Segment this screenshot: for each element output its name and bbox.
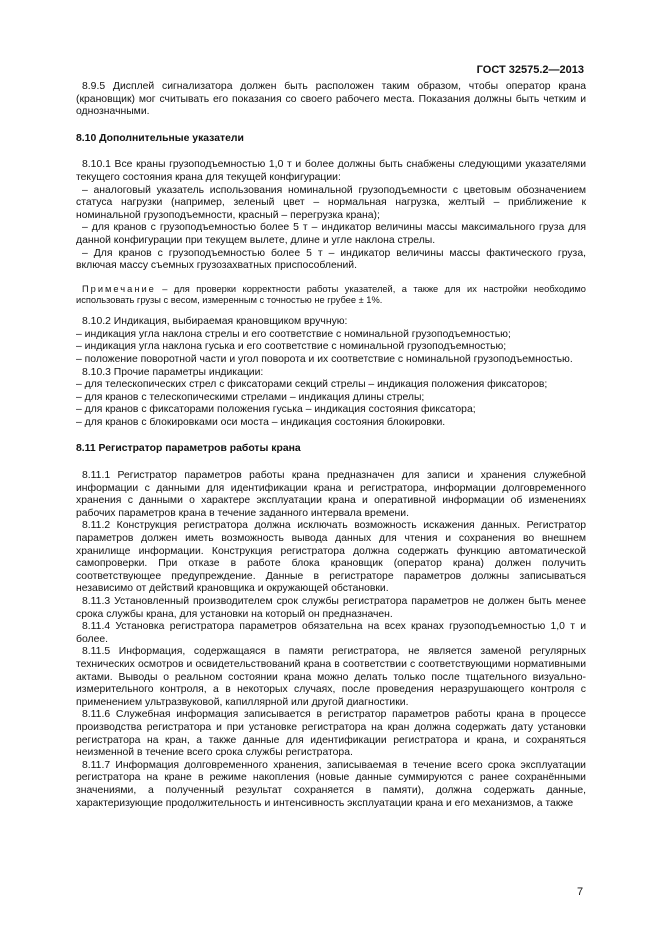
paragraph-8-10-2: 8.10.2 Индикация, выбираемая крановщиком вручную: [82, 316, 348, 328]
list-item: – для телескопических стрел с фиксаторами секций стрелы – индикация положения фиксаторов; [76, 379, 548, 391]
section-heading-8-10: 8.10 Дополнительные указатели [76, 132, 244, 144]
list-item: – положение поворотной части и угол поворота и их соответствие с номинальной грузоподъемностью. [76, 353, 573, 365]
list-item: – индикация угла наклона стрелы и его соответствие с номинальной грузоподъемностью; [76, 328, 511, 340]
paragraph-8-11-3: 8.11.3 Установленный производителем срок службы регистратора параметров не должен быть менее срока службы крана, для установки на который он предназначен. [76, 596, 586, 620]
note-label: Примечание [82, 283, 156, 294]
document-body [76, 81, 586, 810]
paragraph-8-11-1: 8.11.1 Регистратор параметров работы крана предназначен для записи и хранения служебной информации с данными для идентификации крана и регистратора, информации долговременного хранения с данными о характере эксплуатации крана и оперативной информации об изменениях рабочих параметров крана в течение заданного интервала времени. [76, 470, 586, 519]
paragraph-8-10-3: 8.10.3 Прочие параметры индикации: [82, 366, 264, 378]
list-item: – для кранов с фиксаторами положения гуська – индикация состояния фиксатора; [76, 404, 476, 416]
list-item: – Для кранов с грузоподъемностью более 5 т – индикатор величины массы фактического груза, включая массу съемных грузозахватных приспособлений. [76, 247, 586, 272]
list-item: – для кранов с телескопическими стрелами – индикация длины стрелы; [76, 391, 425, 403]
section-heading-8-11: 8.11 Регистратор параметров работы крана [76, 443, 301, 455]
document-header: ГОСТ 32575.2—2013 [476, 64, 584, 76]
paragraph-8-9-5: 8.9.5 Дисплей сигнализатора должен быть расположен таким образом, чтобы оператор крана (крановщик) мог считывать его показания со своего рабочего места. Показания должны быть четким и однозначными. [76, 81, 586, 118]
paragraph-8-11-4: 8.11.4 Установка регистратора параметров обязательна на всех кранах грузоподъемностью 1,0 т и более. [76, 621, 586, 645]
note [76, 284, 586, 306]
list-item: – аналоговый указатель использования номинальной грузоподъемности с цветовым обозначением статуса нагрузки (например, зеленый цвет – нормальная нагрузка, желтый – приближение к номинальной грузоподъемности, красный – перегрузка крана); [76, 184, 586, 221]
paragraph-8-11-2: 8.11.2 Конструкция регистратора должна исключать возможность искажения данных. Регистратор параметров должен иметь возможность вывода данных для чтения и сохранения во внешнем хранилище информации. Конструкция регистратора должна содержать функцию автоматической самопроверки. При отказе в работе блока крановщик (оператор крана) должен получить соответствующее предупреждение. Данные в регистраторе параметров должны записываться независимо от действий крановщика и окружающей обстановки. [76, 520, 586, 595]
page-number: 7 [577, 886, 584, 898]
list-item: – для кранов с грузоподъемностью более 5 т – индикатор величины массы максимального груза для данной конфигурации при текущем вылете, длине и угле наклона стрелы. [76, 222, 586, 246]
paragraph-8-10-1: 8.10.1 Все краны грузоподъемностью 1,0 т и более должны быть снабжены следующими указателями текущего состояния крана для текущей конфигурации: [76, 159, 586, 183]
paragraph-8-11-5: 8.11.5 Информация, содержащаяся в памяти регистратора, не является заменой регулярных технических осмотров и освидетельствований крана в соответствии с соответствующими нормативными актами. Выводы о реальном состоянии крана можно делать только после тщательного визуально-измерительного контроля, а в некоторых случаях, после проведения неразрушающего контроля с применением ультразвуковой, капиллярной или другой диагностики. [76, 646, 586, 708]
list-item: – для кранов с блокировками оси моста – индикация состояния блокировки. [76, 416, 446, 428]
list-item: – индикация угла наклона гуська и его соответствие с номинальной грузоподъемностью; [76, 341, 507, 353]
paragraph-8-11-6: 8.11.6 Служебная информация записывается в регистратор параметров работы крана в процессе производства регистратора и при установке регистратора на кран должна содержать дату установки регистратора на кран, а также данные для идентификации регистратора и крана, и сохраняться неизменной в течение всего срока службы регистратора. [76, 709, 586, 759]
note-text: – для проверки корректности работы указателей, а также для их настройки необходимо использовать грузы с весом, измеренным с точностью не грубее ± 1%. [76, 283, 586, 305]
paragraph-8-11-7: 8.11.7 Информация долговременного хранения, записываемая в течение всего срока эксплуатации регистратора на кране в режиме накопления (новые данные суммируются с ранее сохранёнными значениями, а полученный результат сохраняется в памяти), должна содержать данные, характеризующие продолжительность и интенсивность эксплуатации крана и его механизмов, а также [76, 759, 586, 809]
